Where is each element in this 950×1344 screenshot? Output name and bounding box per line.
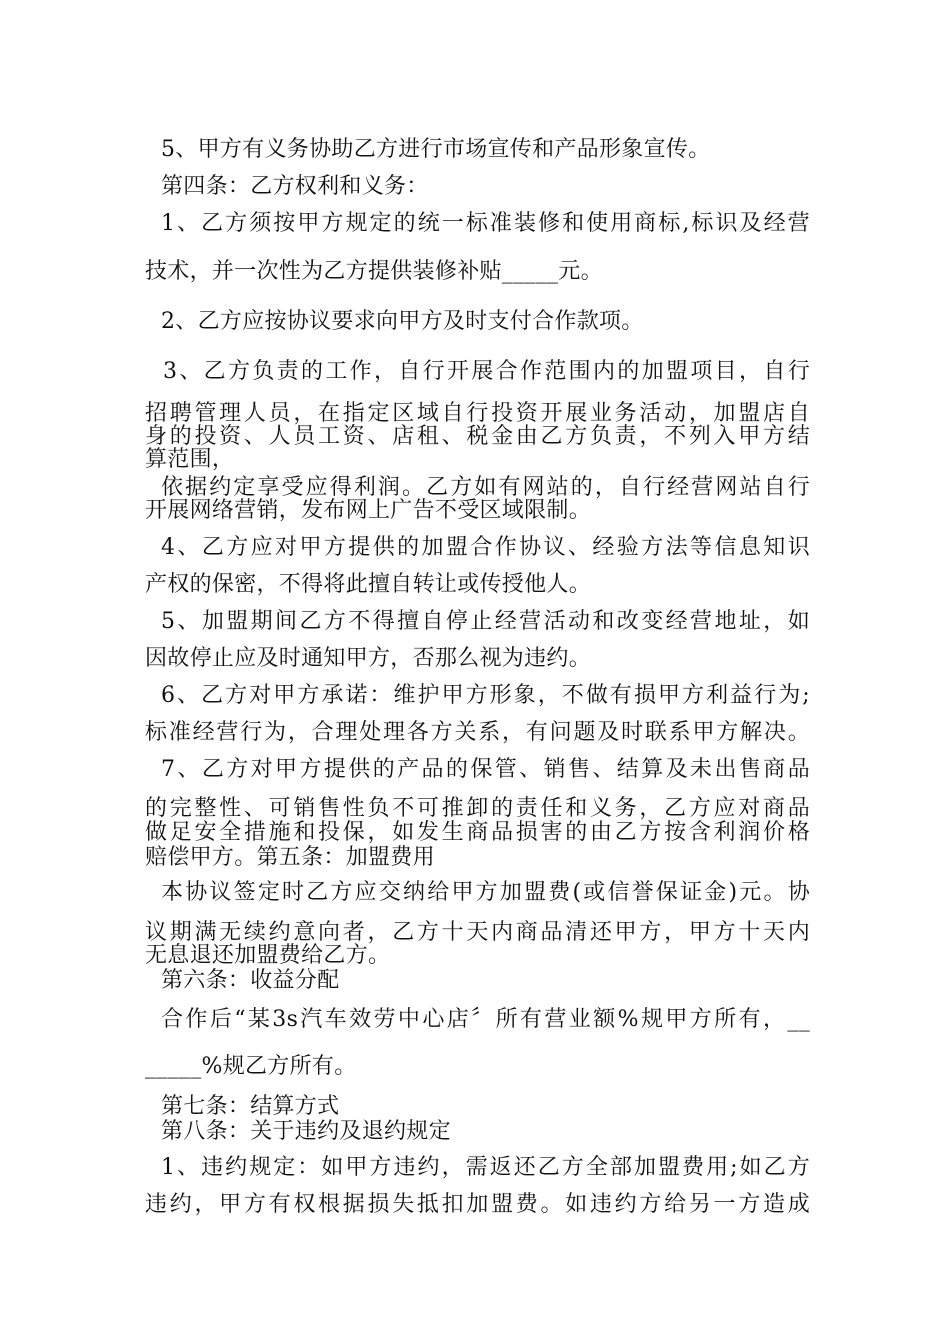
text-line: 开展网络营销，发布网上广告不受区域限制。 — [145, 498, 592, 523]
text-line: 产权的保密，不得将此擅自转让或传授他人。 — [145, 572, 592, 597]
section-heading: 第六条：收益分配 — [161, 968, 340, 993]
text-line: 因故停止应及时通知甲方，否那么视为违约。 — [145, 646, 592, 671]
text-line: 本协议签定时乙方应交纳给甲方加盟费(或信誉保证金)元。协 — [161, 880, 810, 905]
text-line: 招聘管理人员，在指定区域自行投资开展业务活动，加盟店自 — [145, 401, 810, 426]
text-line: 的完整性、可销售性负不可推卸的责任和义务，乙方应对商品 — [145, 796, 810, 821]
text-line: 合作后“某3s汽车效劳中心店〞所有营业额%规甲方所有，__ — [161, 1007, 810, 1032]
text-line: 依据约定享受应得利润。乙方如有网站的，自行经营网站自行 — [161, 475, 810, 500]
text-line: 7、乙方对甲方提供的产品的保管、销售、结算及未出售商品 — [161, 757, 810, 782]
section-heading: 第七条：结算方式 — [161, 1094, 340, 1119]
text-line: 违约，甲方有权根据损失抵扣加盟费。如违约方给另一方造成 — [145, 1192, 810, 1217]
text-line: 5、甲方有义务协助乙方进行市场宣传和产品形象宣传。 — [161, 137, 711, 162]
section-heading: 第八条：关于违约及退约规定 — [161, 1119, 451, 1144]
text-line: 1、违约规定：如甲方违约，需返还乙方全部加盟费用;如乙方 — [161, 1155, 810, 1180]
text-line: 4、乙方应对甲方提供的加盟合作协议、经验方法等信息知识 — [161, 535, 810, 560]
text-line: 2、乙方应按协议要求向甲方及时支付合作款项。 — [161, 309, 644, 334]
text-line: _____%规乙方所有。 — [145, 1054, 357, 1079]
text-line: 身的投资、人员工资、店租、税金由乙方负责，不列入甲方结 — [145, 424, 810, 449]
text-line: 技术，并一次性为乙方提供装修补贴_____元。 — [145, 259, 603, 284]
text-line: 标准经营行为，合理处理各方关系，有问题及时联系甲方解决。 — [145, 720, 810, 745]
text-line: 6、乙方对甲方承诺：维护甲方形象，不做有损甲方利益行为; — [161, 683, 810, 708]
text-line: 3、乙方负责的工作，自行开展合作范围内的加盟项目，自行 — [163, 359, 810, 384]
text-line: 无息退还加盟费给乙方。 — [145, 943, 391, 968]
text-line: 议期满无续约意向者，乙方十天内商品清还甲方，甲方十天内 — [145, 920, 810, 945]
text-line: 做足安全措施和投保，如发生商品损害的由乙方按含利润价格 — [145, 820, 810, 845]
text-line: 1、乙方须按甲方规定的统一标准装修和使用商标,标识及经营 — [161, 211, 810, 236]
text-line: 赔偿甲方。第五条：加盟费用 — [145, 845, 435, 870]
text-line: 5、加盟期间乙方不得擅自停止经营活动和改变经营地址，如 — [161, 609, 810, 634]
section-heading: 第四条：乙方权利和义务： — [161, 174, 429, 199]
text-line: 算范围， — [145, 447, 235, 472]
